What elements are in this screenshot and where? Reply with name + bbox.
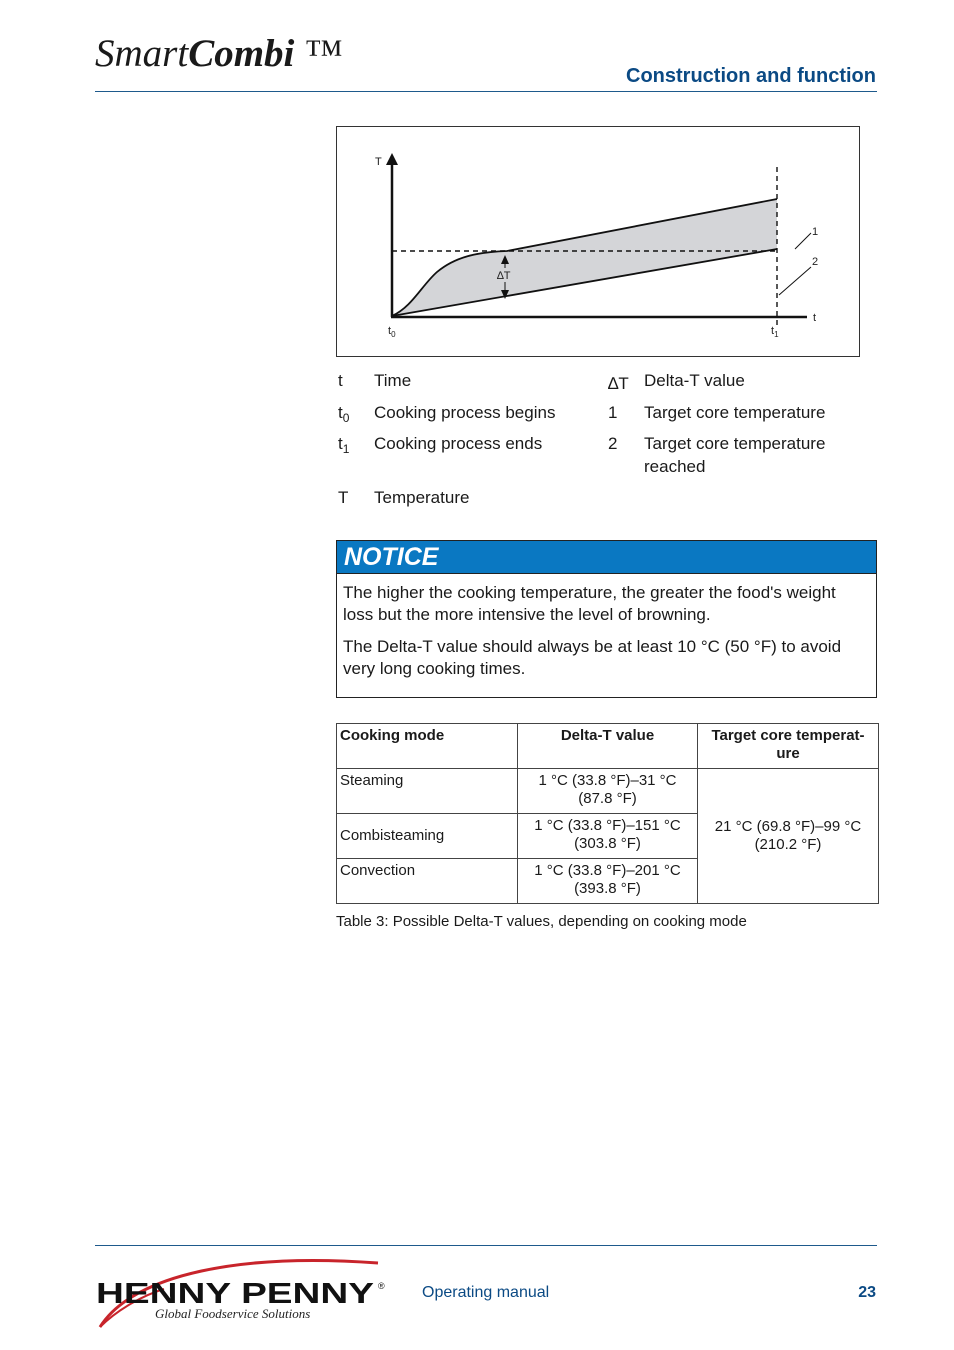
notice-heading: NOTICE (337, 541, 876, 574)
brand-tm: ™ (294, 32, 343, 75)
table-cell-delta: 1 °C (33.8 °F)–31 °C (87.8 °F) (518, 769, 698, 814)
table-cell-mode: Steaming (337, 769, 518, 814)
table-header-row (337, 724, 879, 769)
legend-text: Cooking process ends (374, 434, 543, 453)
t1-label: $t_1$ (771, 325, 779, 339)
table-cell-mode: Combisteaming (337, 814, 518, 859)
legend-text: Target core temperature reached (644, 434, 826, 476)
logo-svg (94, 1255, 394, 1335)
legend-symbol: 1 (608, 403, 618, 422)
legend-symbol: ∆T (608, 374, 629, 393)
delta-t-table (336, 723, 879, 904)
table-cell-delta: 1 °C (33.8 °F)–201 °C (393.8 °F) (518, 859, 698, 904)
table-cell-mode: Convection (337, 859, 518, 904)
table-header: Delta-T value (518, 724, 698, 769)
footer-tagline: Global Foodservice Solutions (155, 1306, 311, 1321)
section-title: Construction and function (626, 65, 876, 87)
callout-2-label: 2 (812, 256, 819, 268)
notice-paragraph: The higher the cooking temperature, the greater the food's weight loss but the more intensive the level of browning. (343, 583, 836, 624)
legend-text: Cooking process begins (374, 403, 556, 422)
delta-band (392, 199, 777, 316)
y-axis-arrow (386, 153, 398, 165)
legend-text: Target core temperature (644, 403, 826, 422)
delta-label: ∆T (497, 270, 511, 282)
footer-manual-label: Operating manual (422, 1284, 550, 1301)
brand-title (95, 34, 342, 73)
callout-1-label: 1 (812, 226, 819, 238)
diagram-svg (337, 127, 859, 356)
legend-text: Time (374, 371, 412, 390)
table-header: Cooking mode (337, 724, 518, 769)
table-header: Target core temperat-ure (698, 724, 879, 769)
logo-text: HENNY PENNY (96, 1278, 374, 1310)
legend-symbol: 2 (608, 434, 618, 453)
brand-regular: Smart (95, 32, 189, 75)
table-row (337, 769, 879, 814)
table-caption: Table 3: Possible Delta-T values, depending on cooking mode (336, 913, 747, 930)
notice-box (336, 540, 877, 698)
table-cell-delta: 1 °C (33.8 °F)–151 °C (303.8 °F) (518, 814, 698, 859)
y-axis-label: T (375, 156, 382, 168)
brand-bold: Combi (188, 32, 295, 75)
logo-reg: ® (378, 1281, 385, 1291)
legend-symbol: $t_0$ (338, 403, 350, 425)
legend-symbol: T (338, 488, 349, 507)
temperature-diagram (336, 126, 860, 357)
legend-symbol: $t_1$ (338, 434, 350, 456)
callout-2-line (779, 267, 811, 295)
company-logo (94, 1255, 394, 1340)
page-number: 23 (858, 1284, 876, 1301)
legend-text: Temperature (374, 488, 470, 507)
t0-label: $t_0$ (388, 325, 396, 339)
callout-1-line (795, 233, 811, 249)
legend-text: Delta-T value (644, 371, 745, 390)
x-axis-label: t (813, 312, 817, 324)
footer-rule (95, 1245, 877, 1246)
header-rule (95, 91, 877, 92)
table-cell-target: 21 °C (69.8 °F)–99 °C (210.2 °F) (698, 769, 879, 904)
legend-symbol: t (338, 371, 343, 390)
notice-paragraph: The Delta-T value should always be at least 10 °C (50 °F) to avoid very long cooking times. (343, 637, 842, 678)
